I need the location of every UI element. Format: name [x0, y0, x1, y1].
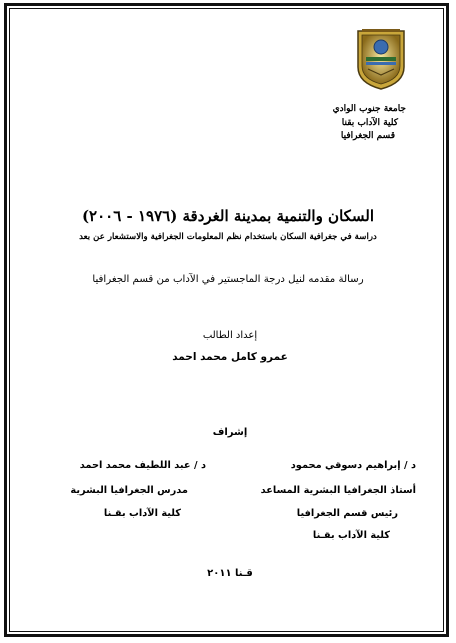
- university-name: جامعة جنوب الوادي: [332, 104, 406, 114]
- supervisor-1-name: د / إبراهيم دسوقي محمود: [290, 460, 416, 471]
- supervisor-1-title: أستاذ الجغرافيا البشرية المساعد: [260, 485, 416, 496]
- supervisor-2-faculty: كلية الآداب بقـنا: [103, 508, 181, 519]
- thesis-subtitle: دراسة في جغرافية السكان باستخدام نظم المعلومات الجغرافية والاستشعار عن بعد: [79, 232, 377, 242]
- thesis-title: السكان والتنمية بمدينة الغردقة (١٩٧٦ - ٢٠٠٦): [81, 207, 375, 225]
- place-year: قـنا ٢٠١١: [207, 568, 253, 579]
- supervisor-2-title: مدرس الجغرافيا البشرية: [70, 485, 188, 496]
- university-logo: [352, 27, 410, 91]
- faculty-name: كلية الآداب بقنا: [341, 118, 398, 128]
- thesis-statement: رسالة مقدمه لنيل درجة الماجستير في الآداب من قسم الجغرافيا: [92, 274, 364, 285]
- prepared-by-label: إعداد الطالب: [202, 330, 258, 341]
- supervisor-2-name: د / عبد اللطيف محمد احمد: [79, 460, 206, 471]
- supervision-label: إشراف: [212, 427, 248, 438]
- student-name: عمرو كامل محمد احمد: [172, 351, 288, 363]
- department-name: قسم الجغرافيا: [340, 131, 395, 141]
- supervisor-1-role: رئيس قسم الجغرافيا: [296, 508, 398, 519]
- supervisor-1-faculty: كلية الآداب بقـنا: [312, 530, 390, 541]
